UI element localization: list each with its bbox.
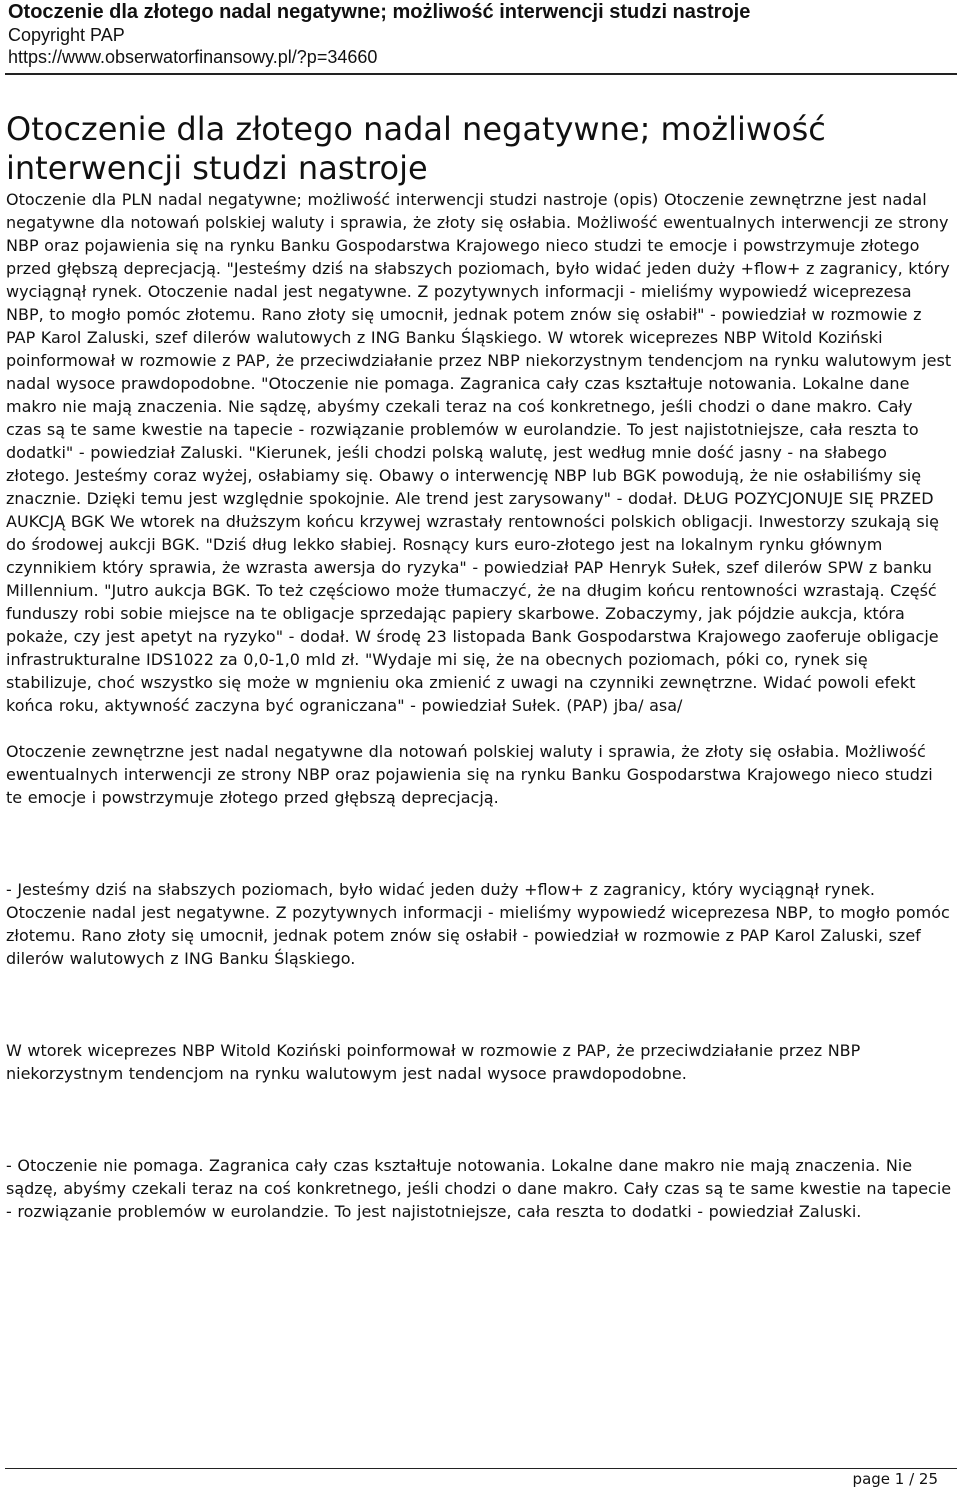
- article-paragraph: - Otoczenie nie pomaga. Zagranica cały czas kształtuje notowania. Lokalne dane makro nie mają znaczenia. Nie sądzę, abyśmy czekali teraz na coś konkretnego, jeśli chodzi o dane makro. Cały czas są te same kwestie na tapecie - rozwiązanie problemów w eurolandzie. To jest najistotniejsze, cała reszta to dodatki - powiedział Zaluski.: [6, 1156, 952, 1221]
- footer-divider: [5, 1468, 957, 1469]
- header-title: Otoczenie dla złotego nadal negatywne; możliwość interwencji studzi nastroje: [8, 1, 751, 23]
- article: [6, 110, 952, 1223]
- page-number: page 1 / 25: [852, 1470, 938, 1488]
- article-paragraph: W wtorek wiceprezes NBP Witold Koziński poinformował w rozmowie z PAP, że przeciwdziałanie przez NBP niekorzystnym tendencjom na rynku walutowym jest nadal wysoce prawdopodobne.: [6, 1041, 861, 1083]
- article-paragraph: Otoczenie zewnętrzne jest nadal negatywne dla notowań polskiej waluty i sprawia, że złoty się osłabia. Możliwość ewentualnych interwencji ze strony NBP oraz pojawienia się na rynku Banku Gospodarstwa Krajowego nieco studzi te emocje i powstrzymuje złotego przed głębszą deprecjacją.: [6, 742, 933, 807]
- header-copyright: Copyright PAP: [8, 25, 125, 45]
- document-header: [8, 0, 952, 68]
- article-paragraph: - Jesteśmy dziś na słabszych poziomach, było widać jeden duży +flow+ z zagranicy, który wyciągnął rynek. Otoczenie nadal jest negatywne. Z pozytywnych informacji - mieliśmy wypowiedź wiceprezesa NBP, to mogło pomóc złotemu. Rano złoty się umocnił, jednak potem znów się osłabił - powiedział w rozmowie z PAP Karol Zaluski, szef dilerów walutowych z ING Banku Śląskiego.: [6, 880, 950, 968]
- header-url[interactable]: https://www.obserwatorfinansowy.pl/?p=34660: [8, 47, 378, 67]
- article-body: Otoczenie dla PLN nadal negatywne; możliwość interwencji studzi nastroje (opis) Otoczenie zewnętrzne jest nadal negatywne dla notowań polskiej waluty i sprawia, że złoty się osłabia. Możliwość ewentualnych interwencji ze strony NBP oraz pojawienia się na rynku Banku Gospodarstwa Krajowego nieco studzi te emocje i powstrzymuje złotego przed głębszą deprecjacją. "Jesteśmy dziś na słabszych poziomach, było widać jeden duży +flow+ z zagranicy, który wyciągnął rynek. Otoczenie nadal jest negatywne. Z pozytywnych informacji - mieliśmy wypowiedź wiceprezesa NBP, to mogło pomóc złotemu. Rano złoty się umocnił, jednak potem znów się osłabił" - powiedział w rozmowie z PAP Karol Zaluski, szef dilerów walutowych z ING Banku Śląskiego. W wtorek wiceprezes NBP Witold Koziński poinformował w rozmowie z PAP, że przeciwdziałanie przez NBP niekorzystnym tendencjom na rynku walutowym jest nadal wysoce prawdopodobne. "Otoczenie nie pomaga. Zagranica cały czas kształtuje notowania. Lokalne dane makro nie mają znaczenia. Nie sądzę, abyśmy czekali teraz na coś konkretnego, jeśli chodzi o dane makro. Cały czas są te same kwestie na tapecie - rozwiązanie problemów w eurolandzie. To jest najistotniejsze, cała reszta to dodatki" - powiedział Zaluski. "Kierunek, jeśli chodzi polską walutę, jest według mnie dość jasny - na słabego złotego. Jesteśmy coraz wyżej, osłabiamy się. Obawy o interwencję NBP lub BGK powodują, że nie osłabiliśmy się znacznie. Dzięki temu jest względnie spokojnie. Ale trend jest zarysowany" - dodał. DŁUG POZYCJONUJE SIĘ PRZED AUKCJĄ BGK We wtorek na dłuższym końcu krzywej wzrastały rentowności polskich obligacji. Inwestorzy szukają się do środowej aukcji BGK. "Dziś dług lekko słabiej. Rosnący kurs euro-złotego jest na lokalnym rynku głównym czynnikiem który sprawia, że wzrasta awersja do ryzyka" - powiedział PAP Henryk Sułek, szef dilerów SPW z banku Millennium. "Jutro aukcja BGK. To też częściowo może tłumaczyć, że na długim końcu rentowności wzrastają. Część funduszy robi sobie miejsce na te obligacje sprzedając papiery skarbowe. Zobaczymy, jak pójdzie aukcja, która pokaże, czy jest apetyt na ryzyko" - dodał. W środę 23 listopada Bank Gospodarstwa Krajowego zaoferuje obligacje infrastrukturalne IDS1022 za 0,0-1,0 mld zł. "Wydaje mi się, że na obecnych poziomach, póki co, rynek się stabilizuje, choć wszystko się może w mgnieniu oka zmienić z uwagi na czynniki zewnętrzne. Widać powoli efekt końca roku, aktywność zaczyna być ograniczana" - powiedział Sułek. (PAP) jba/ asa/: [6, 190, 952, 715]
- article-title: Otoczenie dla złotego nadal negatywne; możliwość interwencji studzi nastroje: [6, 110, 826, 187]
- header-divider: [5, 73, 957, 75]
